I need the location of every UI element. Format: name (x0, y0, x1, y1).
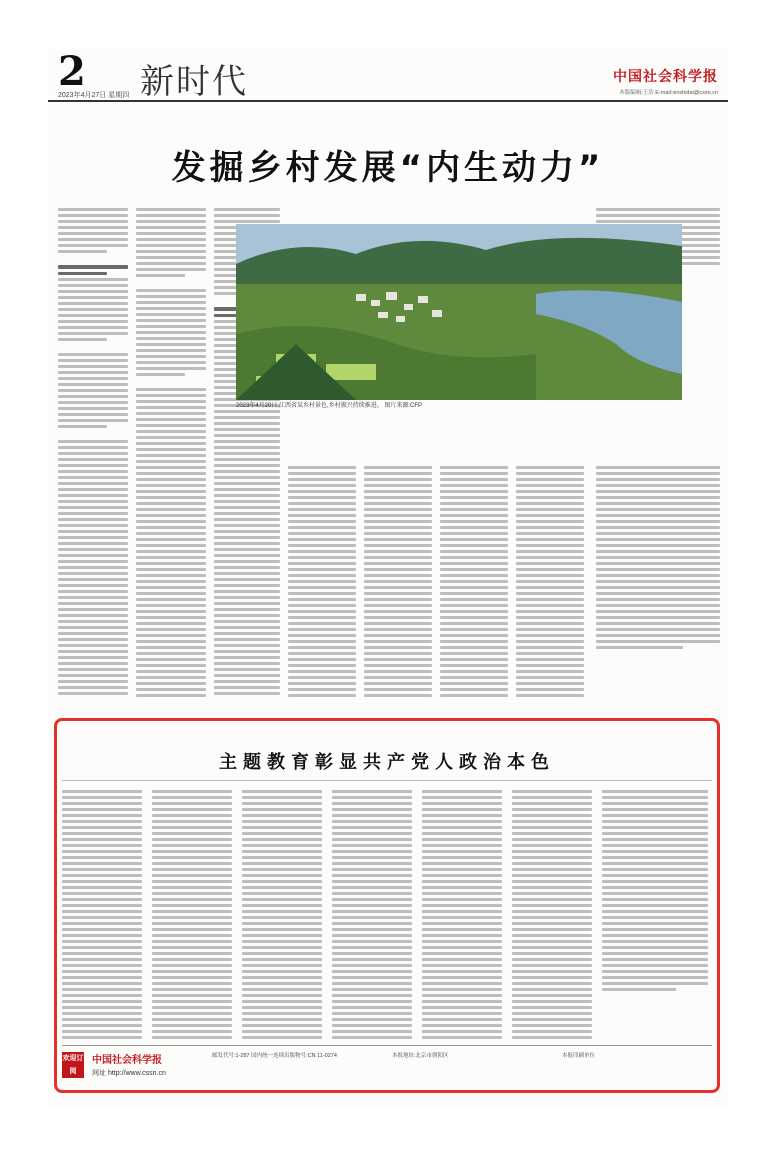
article-column (516, 466, 584, 698)
article-text (288, 466, 356, 698)
article-column (440, 466, 508, 698)
boxed-article-title: 主题教育彰显共产党人政治本色 (219, 752, 555, 773)
boxed-article-column (152, 790, 232, 1040)
masthead (48, 48, 728, 102)
footer-website: 网址 http://www.cssn.cn (92, 1070, 166, 1077)
article-text (602, 790, 708, 991)
article-text (512, 790, 592, 1039)
article-text (152, 790, 232, 1039)
boxed-article-column (62, 790, 142, 1040)
main-headline: 发掘乡村发展“内生动力” (171, 148, 605, 188)
footer-info: 邮发代号:1-287 国内统一连续出版物号:CN 11-0274 (212, 1053, 337, 1059)
boxed-article-column (512, 790, 592, 1040)
boxed-article-column (242, 790, 322, 1040)
masthead-info: 本版编辑:王浩 E-mail:xinshidai@cssn.cn (619, 90, 718, 96)
article-text (364, 466, 432, 698)
article-text (332, 790, 412, 1039)
article-column (288, 466, 356, 698)
article-text (596, 466, 720, 649)
article-text (242, 790, 322, 1039)
article-text (58, 208, 128, 698)
village-landscape-image (236, 224, 682, 400)
boxed-article-column (332, 790, 412, 1040)
article-text (136, 208, 206, 698)
article-text (422, 790, 502, 1039)
article-text (516, 466, 584, 698)
footer-info: 本报印刷单位 (562, 1053, 596, 1059)
article-column (364, 466, 432, 698)
boxed-article-column (422, 790, 502, 1040)
article-column (58, 208, 128, 698)
page-number: 2 (58, 48, 86, 95)
section-title: 新时代 (140, 62, 248, 102)
article-text (440, 466, 508, 698)
footer-info: 本报地址:北京市朝阳区 (392, 1053, 449, 1059)
issue-date: 2023年4月27日 星期四 (58, 92, 130, 99)
footer-brand: 中国社会科学报 (92, 1055, 162, 1066)
masthead-brand: 中国社会科学报 (613, 69, 718, 85)
article-text (62, 790, 142, 1039)
title-divider (62, 780, 712, 781)
page-footer (62, 1045, 712, 1083)
photo-caption: 2023年4月20日,江西省某乡村景色,乡村振兴持续推进。 图片来源:CFP (236, 403, 423, 409)
boxed-article-column (602, 790, 708, 1040)
subscribe-badge: 欢迎订阅 (62, 1052, 84, 1078)
article-column (136, 208, 206, 698)
article-column (596, 466, 720, 698)
article-photo (236, 224, 682, 400)
